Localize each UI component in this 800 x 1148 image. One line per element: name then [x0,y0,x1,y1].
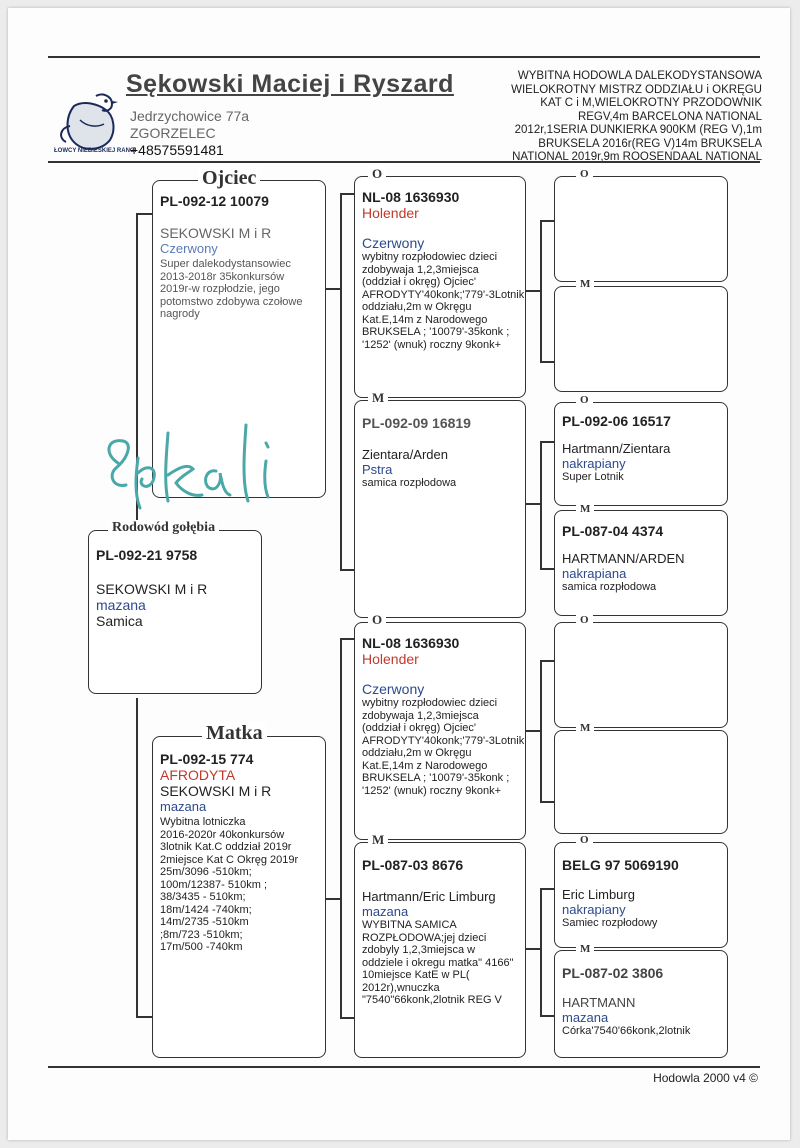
note-line: 18m/1424 -740km; [160,903,252,916]
connector [340,1017,354,1019]
fm-card[interactable] [354,400,526,618]
phone-number: +48575591481 [130,142,224,158]
signature [98,413,348,523]
ring-number: PL-092-09 16819 [362,415,471,431]
note-line: 100m/12387- 510km ; [160,878,268,891]
mfm-legend: M [576,722,594,734]
note-line: 25m/3096 -510km; [160,866,252,878]
connector [540,568,554,570]
connector [540,660,542,802]
pigeon-color: mazana [562,1010,609,1025]
ring-number: PL-087-02 3806 [562,965,664,981]
ring-number: PL-092-06 16517 [562,413,671,429]
fmm-card[interactable] [554,510,728,616]
note-line: ;8m/723 -510km; [160,928,243,941]
note: wybitny rozpłodowiec dzieci zdobywaja 1,2,3miejsca (oddział i okręg) Ojciec' AFRODYTY'40konk;'779'-3Lotnik oddziału,2m w Okręgu Kat.E,14m z Narodowego BRUKSELA ; '10079'-35konk ; '1252' (wnuk) roczny 9konk+ [362,697,525,797]
connector [340,638,354,640]
subject-card[interactable] [88,530,262,694]
breeder: HARTMANN [562,995,636,1010]
fff-card[interactable] [554,176,728,282]
mfm-card[interactable] [554,730,728,834]
ffm-card[interactable] [554,286,728,392]
mf-card[interactable] [354,622,526,840]
note-line: 2miejsce Kat C Okręg 2019r [160,853,299,866]
pigeon-color: mazana [362,904,409,919]
breeder: Hartmann/Zientara [562,441,671,456]
pigeon-name: AFRODYTA [160,767,236,783]
pigeon-color: Czerwony [362,681,425,697]
pigeon-name: Holender [362,205,419,221]
achievement-line: KAT C i M,WIELOKROTNY PRZODOWNIK [540,97,762,109]
sex: Samica [96,613,143,629]
ring-number: PL-092-12 10079 [160,193,269,209]
connector [324,288,340,290]
ffm-legend: M [576,278,594,290]
ring-number: PL-087-03 8676 [362,857,464,873]
breeder: Hartmann/Eric Limburg [362,889,496,904]
achievements [462,70,762,165]
note: Samiec rozpłodowy [562,917,658,929]
connector [524,290,540,292]
ff-card[interactable] [354,176,526,398]
pigeon-color: Pstra [362,462,393,477]
mff-legend: O [576,614,593,626]
fmf-legend: O [576,394,593,406]
ff-legend: O [368,166,386,182]
note-line: Wybitna lotniczka [160,816,246,828]
ring-number: PL-092-21 9758 [96,547,198,563]
fff-legend: O [576,168,593,180]
footer-rule [48,1066,760,1068]
pigeon-name: Holender [362,651,419,667]
pigeon-color: Czerwony [160,241,218,256]
ring-number: BELG 97 5069190 [562,857,679,873]
achievement-line: WYBITNA HODOWLA DALEKODYSTANSOWA [517,70,762,82]
mmm-card[interactable] [554,950,728,1058]
connector [136,1016,152,1018]
ring-number: PL-092-15 774 [160,751,254,767]
connector [340,569,354,571]
note: samica rozpłodowa [362,477,457,489]
note: WYBITNA SAMICA ROZPŁODOWA;jej dzieci zdobyly 1,2,3miejsca w oddziele i okregu matka" 4166" 10miejsce KatE w PL( 2012r),wnuczka "7540"66konk,2lotnik REG V [362,919,514,1006]
connector [324,898,340,900]
mff-card[interactable] [554,622,728,728]
mother-card[interactable] [152,736,326,1058]
mm-legend: M [368,832,388,848]
note: samica rozpłodowa [562,581,657,593]
connector [524,730,540,732]
connector [136,698,138,1018]
pigeon-color: nakrapiany [562,456,626,471]
subject-legend: Rodowód gołębia [108,520,219,536]
achievement-line: WIELOKROTNY MISTRZ ODDZIAŁU i OKRĘGU [511,83,762,96]
connector [540,801,554,803]
connector [540,441,542,569]
owner-name: Sękowski Maciej i Ryszard [126,70,454,98]
connector [540,1015,554,1017]
ring-number: NL-08 1636930 [362,635,460,651]
address-city: ZGORZELEC [130,125,216,141]
connector [340,193,354,195]
note-line: 2016-2020r 40konkursów [160,828,285,841]
address-street: Jedrzychowice 77a [130,108,250,124]
note: wybitny rozpłodowiec dzieci zdobywaja 1,2,3miejsca (oddział i okręg) Ojciec' AFRODYTY'40konk;'779'-3Lotnik oddziału,2m w Okręgu Kat.E,14m z Narodowego BRUKSELA ; '10079'-35konk ; '1252' (wnuk) roczny 9konk+ [362,251,525,351]
fmm-legend: M [576,503,594,515]
connector [540,220,554,222]
note [160,816,318,954]
mother-legend: Matka [202,722,267,745]
ring-number: PL-087-04 4374 [562,523,664,539]
ring-number: NL-08 1636930 [362,189,460,205]
connector [524,503,540,505]
achievement-line: REGV,4m BARCELONA NATIONAL [577,110,762,123]
father-legend: Ojciec [198,167,260,190]
connector [540,220,542,362]
connector [340,638,342,1018]
connector [540,441,554,443]
breeder: SEKOWSKI M i R [160,783,272,799]
note-line: 38/3435 - 510km; [160,891,246,903]
note: Córka'7540'66konk,2lotnik [562,1025,691,1037]
note-line: 17m/500 -740km [160,941,243,953]
mmf-card[interactable] [554,842,728,948]
breeder: Eric Limburg [562,887,635,902]
connector [524,948,540,950]
footer-text: Hodowla 2000 v4 © [653,1071,758,1085]
header-bottom-rule [48,161,760,163]
mf-legend: O [368,612,386,628]
achievement-line: NATIONAL 2019r,9m ROOSENDAAL NATIONAL [512,151,762,163]
breeder: HARTMANN/ARDEN [562,551,685,566]
mm-card[interactable] [354,842,526,1058]
mmf-legend: O [576,834,593,846]
note: Super Lotnik [562,471,624,483]
fm-legend: M [368,390,388,406]
pigeon-color: mazana [96,597,146,613]
connector [540,888,554,890]
mmm-legend: M [576,943,594,955]
pigeon-color: mazana [160,799,207,814]
breeder: SEKOWSKI M i R [160,225,272,241]
pedigree-page [8,8,790,1140]
achievement-line: BRUKSELA 2016r(REG V)14m BRUKSELA [538,137,762,150]
pigeon-color: nakrapiana [562,566,627,581]
breeder: SEKOWSKI M i R [96,581,208,597]
connector [540,660,554,662]
breeder: Zientara/Arden [362,447,448,462]
header-top-rule [48,56,760,58]
note-line: 3lotnik Kat.C oddział 2019r [160,841,292,853]
note-line: 14m/2735 -510km [160,916,249,928]
connector [540,888,542,1016]
pigeon-color: Czerwony [362,235,425,251]
connector [540,361,554,363]
note: Super dalekodystansowiec 2013-2018r 35konkursów 2019r-w rozpłodzie, jego potomstwo zdobywa czołowe nagrody [160,258,303,320]
achievement-line: 2012r,1SERIA DUNKIERKA 900KM (REG V),1m [514,124,762,136]
fmf-card[interactable] [554,402,728,506]
connector [136,213,152,215]
pigeon-color: nakrapiany [562,902,626,917]
logo-text: ŁOWCY NIEBIESKIEJ RANGI [54,148,137,154]
